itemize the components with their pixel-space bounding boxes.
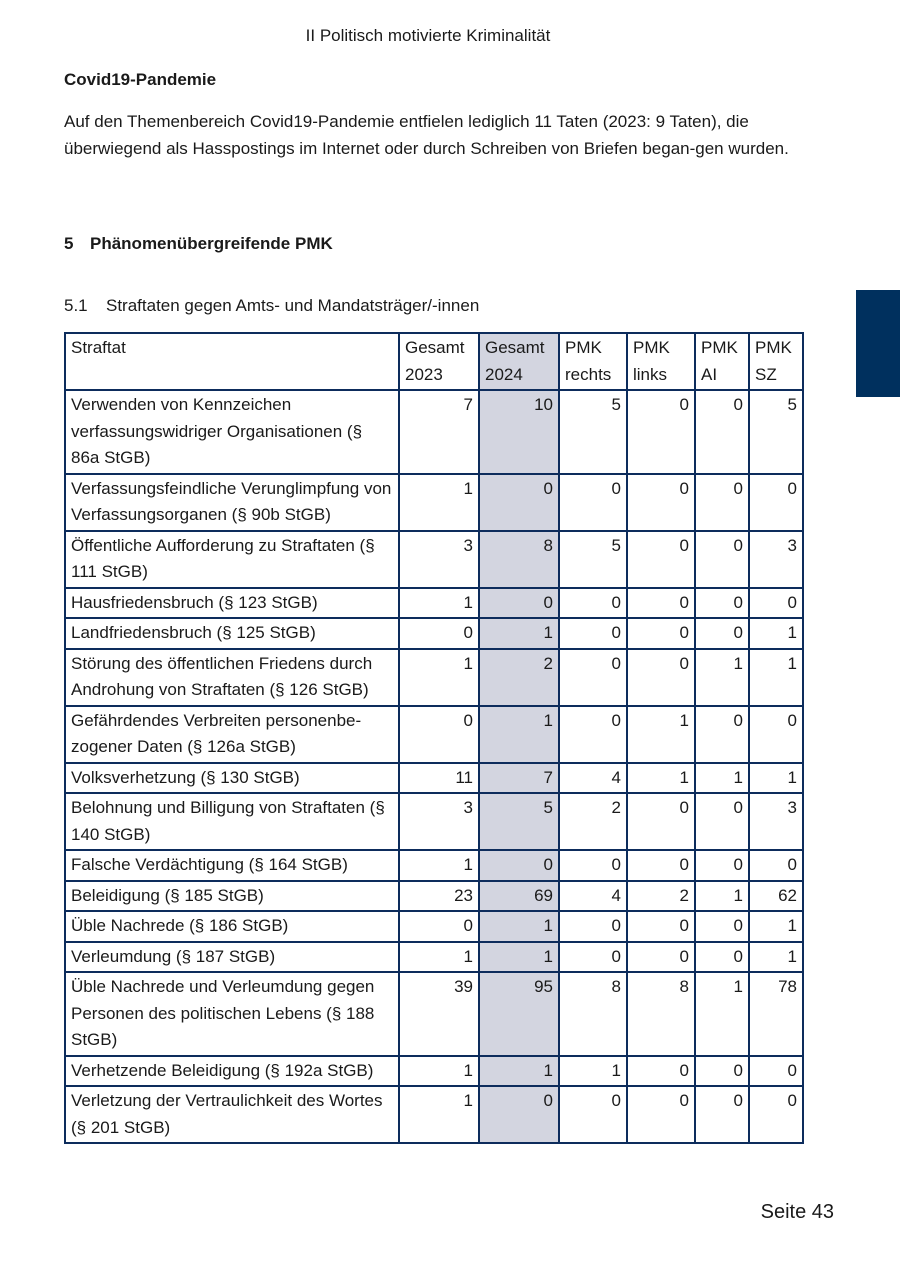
column-header (695, 333, 749, 390)
value-cell: 0 (695, 390, 749, 474)
value-cell: 1 (479, 942, 559, 973)
value-cell: 1 (695, 972, 749, 1056)
table-row (65, 850, 803, 881)
value-cell: 0 (627, 390, 695, 474)
subsection-number: 5.1 (64, 296, 88, 315)
value-cell: 1 (749, 618, 803, 649)
column-header-line2: links (633, 364, 668, 384)
table-body (65, 390, 803, 1143)
value-cell: 0 (695, 911, 749, 942)
table-row (65, 942, 803, 973)
value-cell: 2 (559, 793, 627, 850)
column-header (399, 333, 479, 390)
value-cell: 11 (399, 763, 479, 794)
value-cell: 3 (399, 793, 479, 850)
table-row (65, 763, 803, 794)
value-cell: 8 (479, 531, 559, 588)
value-cell: 0 (749, 850, 803, 881)
value-cell: 8 (559, 972, 627, 1056)
value-cell: 0 (479, 588, 559, 619)
value-cell: 1 (627, 706, 695, 763)
value-cell: 1 (399, 850, 479, 881)
offense-label: Üble Nachrede und Verleumdung gegen Personen des politischen Lebens (§ 188 StGB) (65, 972, 399, 1056)
column-header-line1: PMK (701, 338, 738, 357)
value-cell: 0 (627, 1056, 695, 1087)
value-cell: 0 (559, 850, 627, 881)
table-row (65, 911, 803, 942)
offense-label: Verhetzende Beleidigung (§ 192a StGB) (65, 1056, 399, 1087)
value-cell: 0 (749, 1056, 803, 1087)
column-header-line1: Straftat (71, 338, 126, 357)
value-cell: 1 (749, 942, 803, 973)
value-cell: 1 (479, 618, 559, 649)
column-header-line1: PMK (755, 338, 792, 357)
table-row (65, 474, 803, 531)
table-row (65, 649, 803, 706)
crime-statistics-table (64, 332, 804, 1144)
value-cell: 1 (399, 588, 479, 619)
offense-label: Landfriedensbruch (§ 125 StGB) (65, 618, 399, 649)
value-cell: 1 (627, 763, 695, 794)
value-cell: 0 (695, 850, 749, 881)
offense-label: Verletzung der Vertraulichkeit des Wortes (§ 201 StGB) (65, 1086, 399, 1143)
value-cell: 0 (749, 706, 803, 763)
table-row (65, 706, 803, 763)
value-cell: 1 (749, 911, 803, 942)
column-header (479, 333, 559, 390)
value-cell: 10 (479, 390, 559, 474)
value-cell: 0 (399, 706, 479, 763)
page-number: Seite 43 (760, 1201, 834, 1223)
table-row (65, 1086, 803, 1143)
value-cell: 0 (627, 618, 695, 649)
value-cell: 0 (479, 850, 559, 881)
value-cell: 0 (695, 474, 749, 531)
section-number: 5 (64, 234, 74, 253)
value-cell: 0 (627, 474, 695, 531)
value-cell: 1 (695, 881, 749, 912)
value-cell: 0 (627, 793, 695, 850)
value-cell: 0 (559, 649, 627, 706)
subsection-title: Straftaten gegen Amts- und Mandatsträger/-innen (106, 296, 480, 315)
value-cell: 1 (749, 649, 803, 706)
value-cell: 8 (627, 972, 695, 1056)
value-cell: 0 (399, 618, 479, 649)
value-cell: 1 (399, 1086, 479, 1143)
value-cell: 7 (399, 390, 479, 474)
value-cell: 0 (749, 474, 803, 531)
value-cell: 1 (695, 763, 749, 794)
table-row (65, 588, 803, 619)
offense-label: Gefährdendes Verbreiten personenbe-zogener Daten (§ 126a StGB) (65, 706, 399, 763)
table-row (65, 390, 803, 474)
value-cell: 0 (627, 588, 695, 619)
value-cell: 0 (695, 588, 749, 619)
column-header-line2: rechts (565, 364, 612, 384)
table-row (65, 531, 803, 588)
value-cell: 7 (479, 763, 559, 794)
value-cell: 0 (695, 793, 749, 850)
value-cell: 1 (479, 706, 559, 763)
offense-label: Beleidigung (§ 185 StGB) (65, 881, 399, 912)
offense-label: Störung des öffentlichen Friedens durch Androhung von Straftaten (§ 126 StGB) (65, 649, 399, 706)
value-cell: 0 (479, 1086, 559, 1143)
value-cell: 39 (399, 972, 479, 1056)
column-header-line2: 2024 (485, 364, 523, 384)
value-cell: 5 (559, 390, 627, 474)
value-cell: 23 (399, 881, 479, 912)
value-cell: 0 (695, 942, 749, 973)
column-header-line2: SZ (755, 364, 777, 384)
value-cell: 0 (695, 1056, 749, 1087)
column-header (627, 333, 695, 390)
value-cell: 0 (399, 911, 479, 942)
value-cell: 0 (559, 911, 627, 942)
offense-label: Volksverhetzung (§ 130 StGB) (65, 763, 399, 794)
value-cell: 3 (749, 531, 803, 588)
value-cell: 1 (695, 649, 749, 706)
value-cell: 1 (399, 474, 479, 531)
value-cell: 0 (627, 1086, 695, 1143)
offense-label: Hausfriedensbruch (§ 123 StGB) (65, 588, 399, 619)
value-cell: 1 (399, 1056, 479, 1087)
column-header-line1: Gesamt (405, 338, 465, 357)
table-row (65, 972, 803, 1056)
value-cell: 1 (399, 649, 479, 706)
section-tab-marker (856, 290, 900, 397)
value-cell: 0 (749, 588, 803, 619)
value-cell: 0 (627, 850, 695, 881)
value-cell: 62 (749, 881, 803, 912)
covid-paragraph: Auf den Themenbereich Covid19-Pandemie entfielen lediglich 11 Taten (2023: 9 Taten), die überwiegend als Hasspostings im Internet oder durch Schreiben von Briefen began-gen wurden. (64, 112, 789, 158)
running-header: II Politisch motivierte Kriminalität (305, 26, 551, 45)
value-cell: 0 (695, 618, 749, 649)
table-row (65, 793, 803, 850)
value-cell: 0 (627, 942, 695, 973)
subsection-heading (64, 294, 479, 318)
column-header-line2: AI (701, 364, 718, 384)
value-cell: 1 (399, 942, 479, 973)
value-cell: 0 (479, 474, 559, 531)
value-cell: 0 (695, 531, 749, 588)
offense-label: Üble Nachrede (§ 186 StGB) (65, 911, 399, 942)
table-row (65, 618, 803, 649)
value-cell: 2 (479, 649, 559, 706)
table-row (65, 881, 803, 912)
offense-label: Verwenden von Kennzeichen verfassungswidriger Organisationen (§ 86a StGB) (65, 390, 399, 474)
value-cell: 0 (627, 649, 695, 706)
value-cell: 0 (627, 911, 695, 942)
value-cell: 4 (559, 881, 627, 912)
offense-label: Falsche Verdächtigung (§ 164 StGB) (65, 850, 399, 881)
covid-heading: Covid19-Pandemie (64, 70, 217, 89)
value-cell: 5 (479, 793, 559, 850)
value-cell: 5 (749, 390, 803, 474)
value-cell: 78 (749, 972, 803, 1056)
section-heading (64, 232, 333, 256)
value-cell: 0 (559, 706, 627, 763)
value-cell: 3 (749, 793, 803, 850)
value-cell: 1 (479, 1056, 559, 1087)
value-cell: 0 (695, 1086, 749, 1143)
column-header-line1: PMK (565, 338, 602, 357)
value-cell: 0 (695, 706, 749, 763)
offense-label: Verleumdung (§ 187 StGB) (65, 942, 399, 973)
value-cell: 1 (559, 1056, 627, 1087)
column-header (65, 333, 399, 390)
value-cell: 5 (559, 531, 627, 588)
value-cell: 0 (559, 588, 627, 619)
value-cell: 0 (749, 1086, 803, 1143)
value-cell: 0 (559, 1086, 627, 1143)
column-header (559, 333, 627, 390)
section-title: Phänomenübergreifende PMK (90, 234, 333, 253)
offense-label: Verfassungsfeindliche Verunglimpfung von Verfassungsorganen (§ 90b StGB) (65, 474, 399, 531)
value-cell: 2 (627, 881, 695, 912)
offense-label: Belohnung und Billigung von Straftaten (§ 140 StGB) (65, 793, 399, 850)
value-cell: 1 (479, 911, 559, 942)
value-cell: 4 (559, 763, 627, 794)
table-header-row (65, 333, 803, 390)
value-cell: 0 (627, 531, 695, 588)
column-header-line2: 2023 (405, 364, 443, 384)
value-cell: 95 (479, 972, 559, 1056)
value-cell: 0 (559, 942, 627, 973)
value-cell: 0 (559, 618, 627, 649)
offense-label: Öffentliche Aufforderung zu Straftaten (§ 111 StGB) (65, 531, 399, 588)
column-header (749, 333, 803, 390)
value-cell: 1 (749, 763, 803, 794)
value-cell: 69 (479, 881, 559, 912)
value-cell: 3 (399, 531, 479, 588)
column-header-line1: PMK (633, 338, 670, 357)
table-row (65, 1056, 803, 1087)
column-header-line1: Gesamt (485, 338, 545, 357)
value-cell: 0 (559, 474, 627, 531)
